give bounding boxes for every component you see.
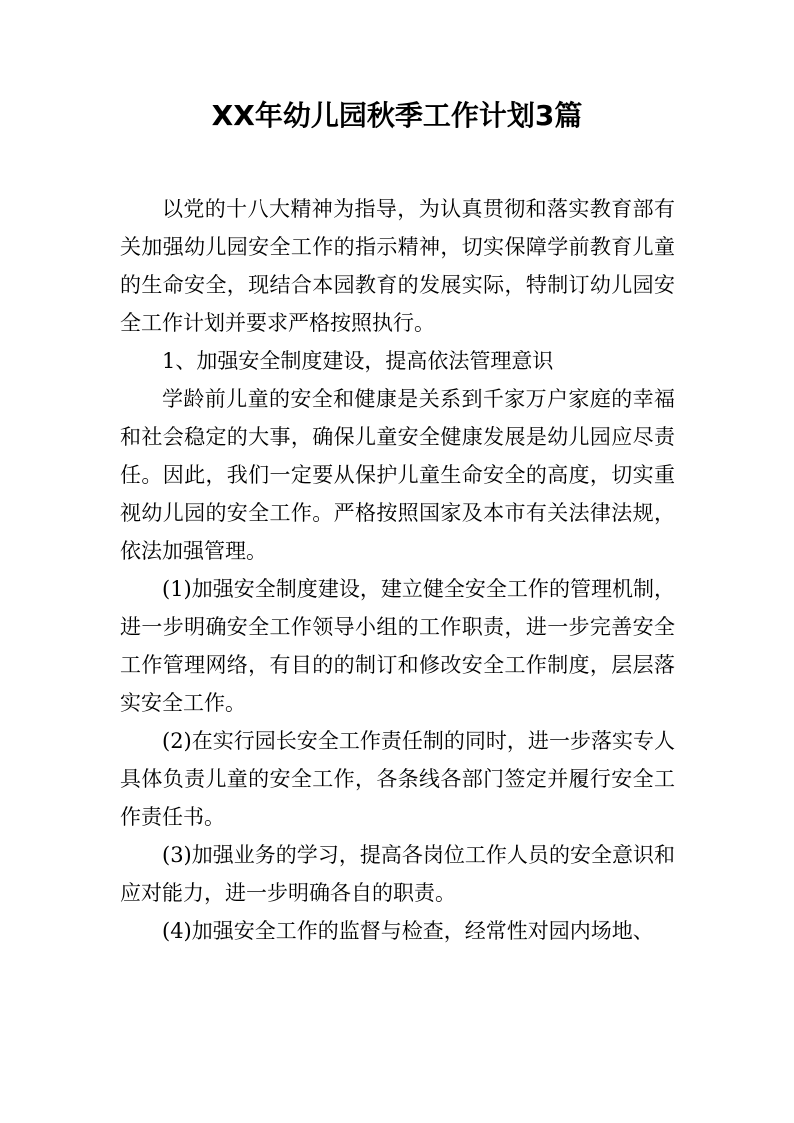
list-item-4: (4)加强安全工作的监督与检查，经常性对园内场地、 [162, 919, 654, 943]
document-title: XX年幼儿园秋季工作计划3篇 [211, 99, 583, 132]
list-item-3: (3)加强业务的学习，提高各岗位工作人员的安全意识和应对能力，进一步明确各自的职责。 [120, 843, 675, 905]
list-item-2: (2)在实行园长安全工作责任制的同时，进一步落实专人具体负责儿童的安全工作，各条线各部门签定并履行安全工作责任书。 [120, 729, 675, 829]
paragraph-section-1: 学龄前儿童的安全和健康是关系到千家万户家庭的幸福和社会稳定的大事，确保儿童安全健康发展是幼儿园应尽责任。因此，我们一定要从保护儿童生命安全的高度，切实重视幼儿园的安全工作。严格按照国家及本市有关法律法规，依法加强管理。 [120, 387, 675, 563]
section-heading-1: 1、加强安全制度建设，提高依法管理意识 [162, 349, 554, 373]
document-body [120, 190, 675, 950]
paragraph-intro: 以党的十八大精神为指导，为认真贯彻和落实教育部有关加强幼儿园安全工作的指示精神，切实保障学前教育儿童的生命安全，现结合本园教育的发展实际，特制订幼儿园安全工作计划并要求严格按照执行。 [120, 197, 675, 335]
list-item-1: (1)加强安全制度建设，建立健全安全工作的管理机制，进一步明确安全工作领导小组的工作职责，进一步完善安全工作管理网络，有目的的制订和修改安全工作制度，层层落实安全工作。 [120, 577, 675, 715]
